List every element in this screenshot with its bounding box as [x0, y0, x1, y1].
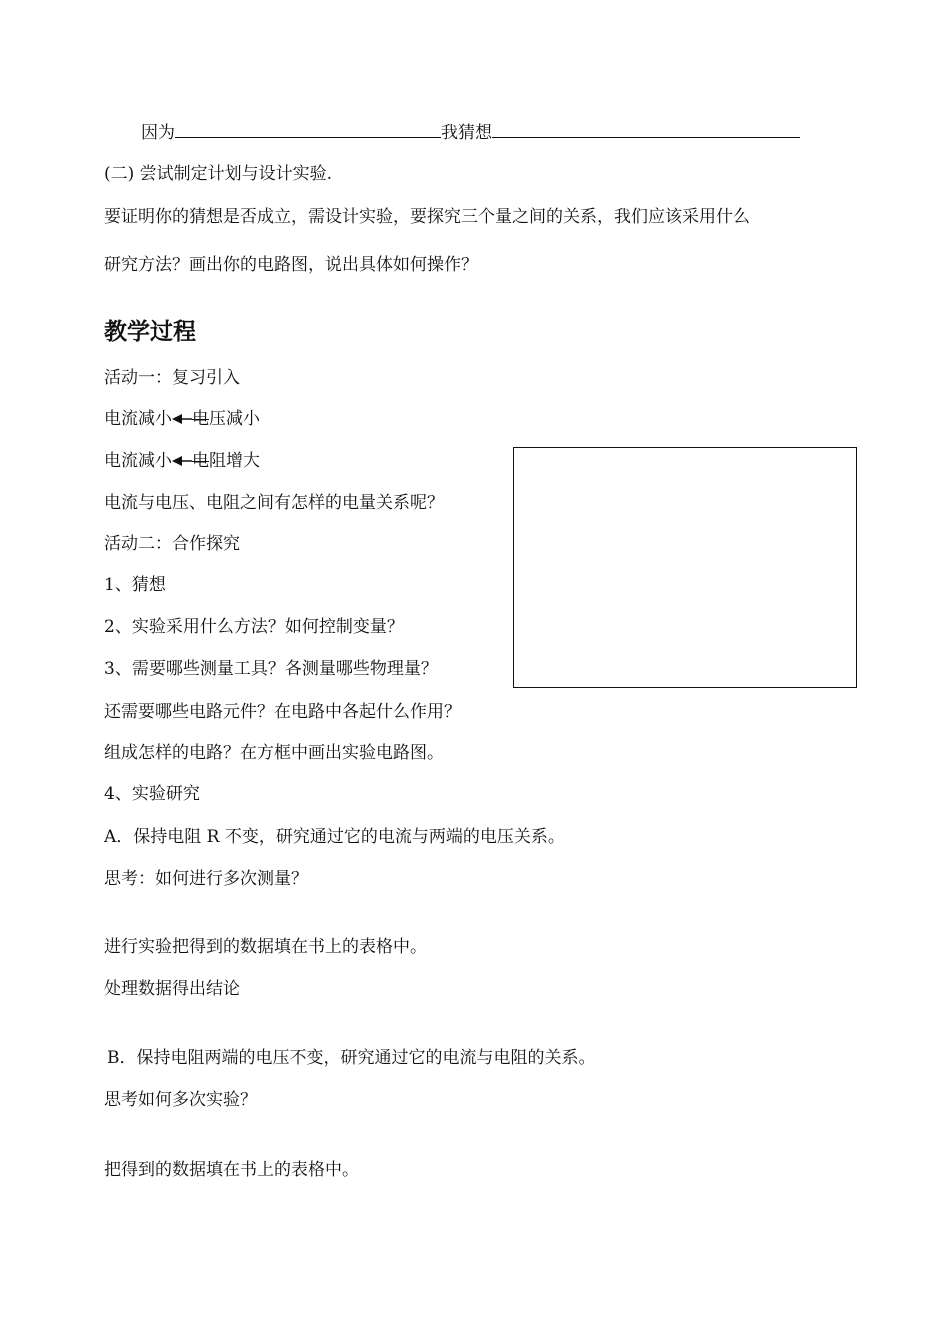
- record-a: 进行实验把得到的数据填在书上的表格中。: [104, 937, 427, 957]
- relation1-struck: 电: [192, 409, 209, 429]
- relation1-left: 电流减小: [104, 409, 172, 429]
- step-3: 3、需要哪些测量工具？各测量哪些物理量？: [104, 659, 438, 679]
- activity2-label: 活动二：合作探究: [104, 534, 240, 554]
- part-a: A．保持电阻 R 不变，研究通过它的电流与两端的电压关系。: [104, 827, 565, 847]
- step-1: 1、猜想: [104, 575, 166, 595]
- relation2-struck: 电: [192, 451, 209, 471]
- relation-question: 电流与电压、电阻之间有怎样的电量关系呢？: [104, 493, 444, 513]
- relation1-right: 压减小: [209, 409, 260, 429]
- section2-para-line1: 要证明你的猜想是否成立，需设计实验，要探究三个量之间的关系，我们应该采用什么: [104, 207, 750, 227]
- because-blank[interactable]: [175, 119, 441, 138]
- left-arrow-icon: [172, 450, 192, 472]
- record-b: 把得到的数据填在书上的表格中。: [104, 1160, 359, 1180]
- part-b: B．保持电阻两端的电压不变，研究通过它的电流与电阻的关系。: [107, 1048, 596, 1068]
- step-3b: 还需要哪些电路元件？在电路中各起什么作用？: [104, 702, 461, 722]
- left-arrow-icon: [172, 408, 192, 430]
- relation-line-1: [104, 408, 260, 430]
- because-label: 因为: [141, 123, 175, 143]
- relation-line-2: [104, 450, 260, 472]
- step-2: 2、实验采用什么方法？如何控制变量？: [104, 617, 404, 637]
- section2-para-line2: 研究方法？画出你的电路图，说出具体如何操作？: [104, 255, 478, 275]
- hypothesis-line: [141, 119, 800, 144]
- circuit-diagram-box[interactable]: [513, 447, 857, 688]
- relation2-right: 阻增大: [209, 451, 260, 471]
- section2-title: (二) 尝试制定计划与设计实验.: [104, 164, 333, 184]
- think-a: 思考：如何进行多次测量？: [104, 869, 308, 889]
- guess-label: 我猜想: [441, 123, 492, 143]
- step-4: 4、实验研究: [104, 784, 200, 804]
- step-3c: 组成怎样的电路？在方框中画出实验电路图。: [104, 743, 444, 763]
- guess-blank[interactable]: [492, 119, 800, 138]
- relation2-left: 电流减小: [104, 451, 172, 471]
- activity1-label: 活动一：复习引入: [104, 368, 240, 388]
- think-b: 思考如何多次实验？: [104, 1090, 257, 1110]
- process-a: 处理数据得出结论: [104, 979, 240, 999]
- section-heading: 教学过程: [104, 319, 196, 345]
